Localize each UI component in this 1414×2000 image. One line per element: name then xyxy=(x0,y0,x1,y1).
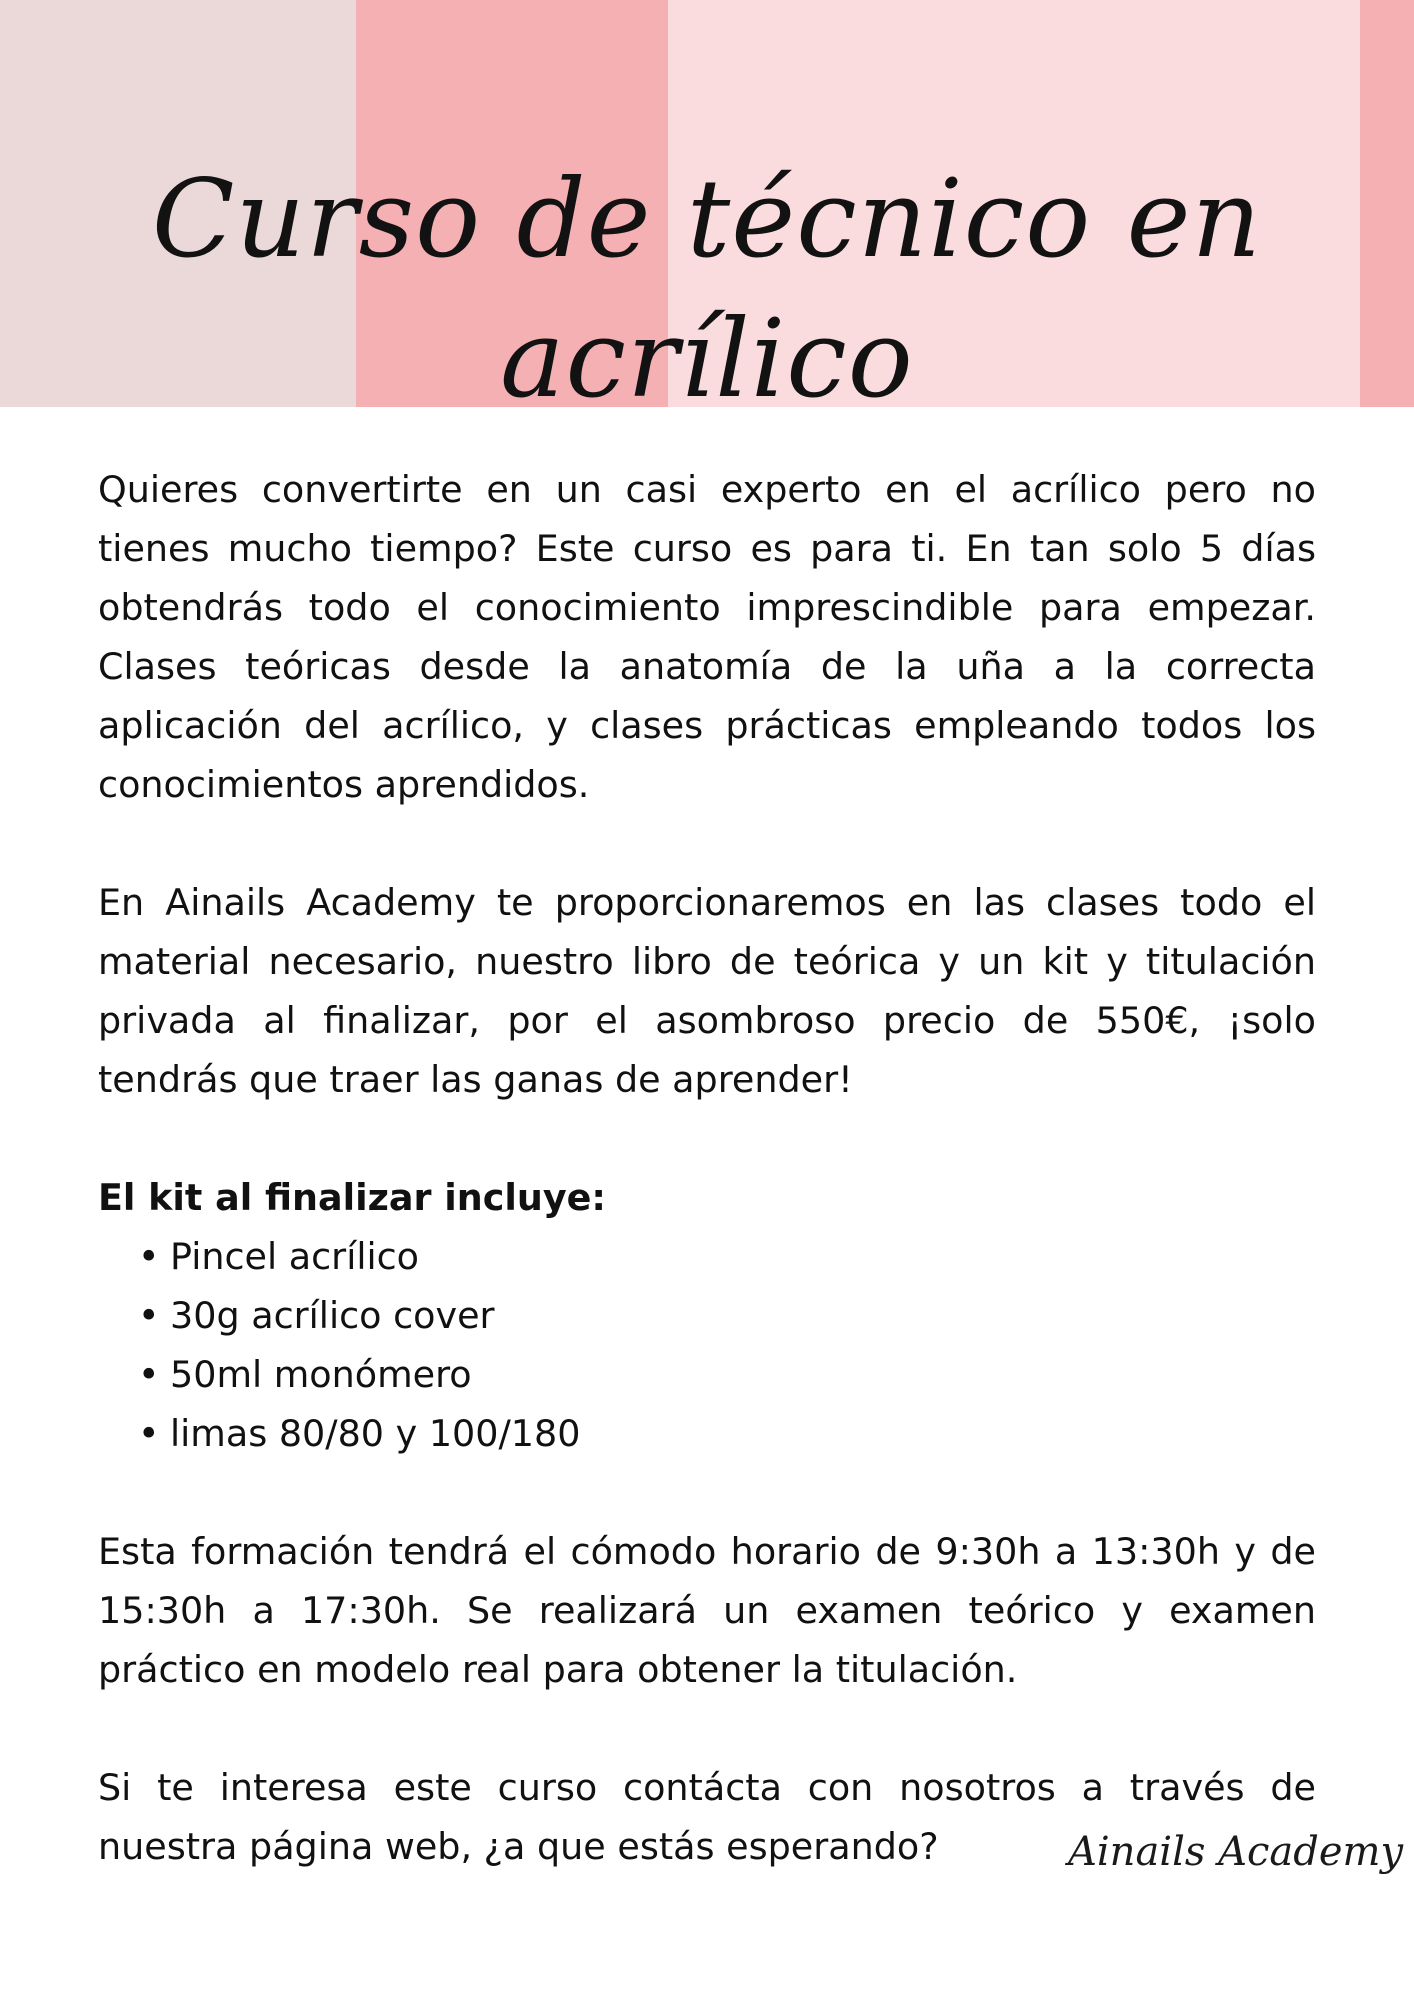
header-banner xyxy=(0,0,1414,422)
kit-item-label: limas 80/80 y 100/180 xyxy=(170,1412,581,1455)
bullet-icon: • xyxy=(138,1294,160,1337)
kit-heading: El kit al finalizar incluye: xyxy=(98,1176,606,1219)
bullet-icon: • xyxy=(138,1235,160,1278)
page-title: Curso de técnico en acrílico xyxy=(151,157,1263,422)
bullet-icon: • xyxy=(138,1412,160,1455)
material-paragraph: En Ainails Academy te proporcionaremos en las clases todo el material necesario, nuestro libro de teórica y un kit y titulación privada al finalizar, por el asombroso precio de 550€, ¡solo tendrás que traer las ganas de aprender! xyxy=(98,881,1316,1101)
schedule-paragraph: Esta formación tendrá el cómodo horario de 9:30h a 13:30h y de 15:30h a 17:30h. Se realizará un examen teórico y examen práctico en modelo real para obtener la titulación. xyxy=(98,1530,1316,1691)
signature-logo: Ainails Academy xyxy=(1068,1829,1404,1875)
kit-list xyxy=(98,1227,1316,1463)
kit-item xyxy=(98,1227,1316,1286)
contact-paragraph: Si te interesa este curso contácta con nosotros a través de nuestra página web, ¿a que estás esperando? xyxy=(98,1766,1316,1868)
bullet-icon: • xyxy=(138,1353,160,1396)
kit-item xyxy=(98,1345,1316,1404)
intro-paragraph: Quieres convertirte en un casi experto en el acrílico pero no tienes mucho tiempo? Este curso es para ti. En tan solo 5 días obtendrás todo el conocimiento imprescindible para empezar. Clases teóricas desde la anatomía de la uña a la correcta aplicación del acrílico, y clases prácticas empleando todos los conocimientos aprendidos. xyxy=(98,468,1316,806)
main-content xyxy=(98,460,1316,1935)
kit-item-label: 50ml monómero xyxy=(170,1353,472,1396)
kit-item xyxy=(98,1286,1316,1345)
kit-item-label: 30g acrílico cover xyxy=(170,1294,495,1337)
kit-item xyxy=(98,1404,1316,1463)
kit-item-label: Pincel acrílico xyxy=(170,1235,420,1278)
